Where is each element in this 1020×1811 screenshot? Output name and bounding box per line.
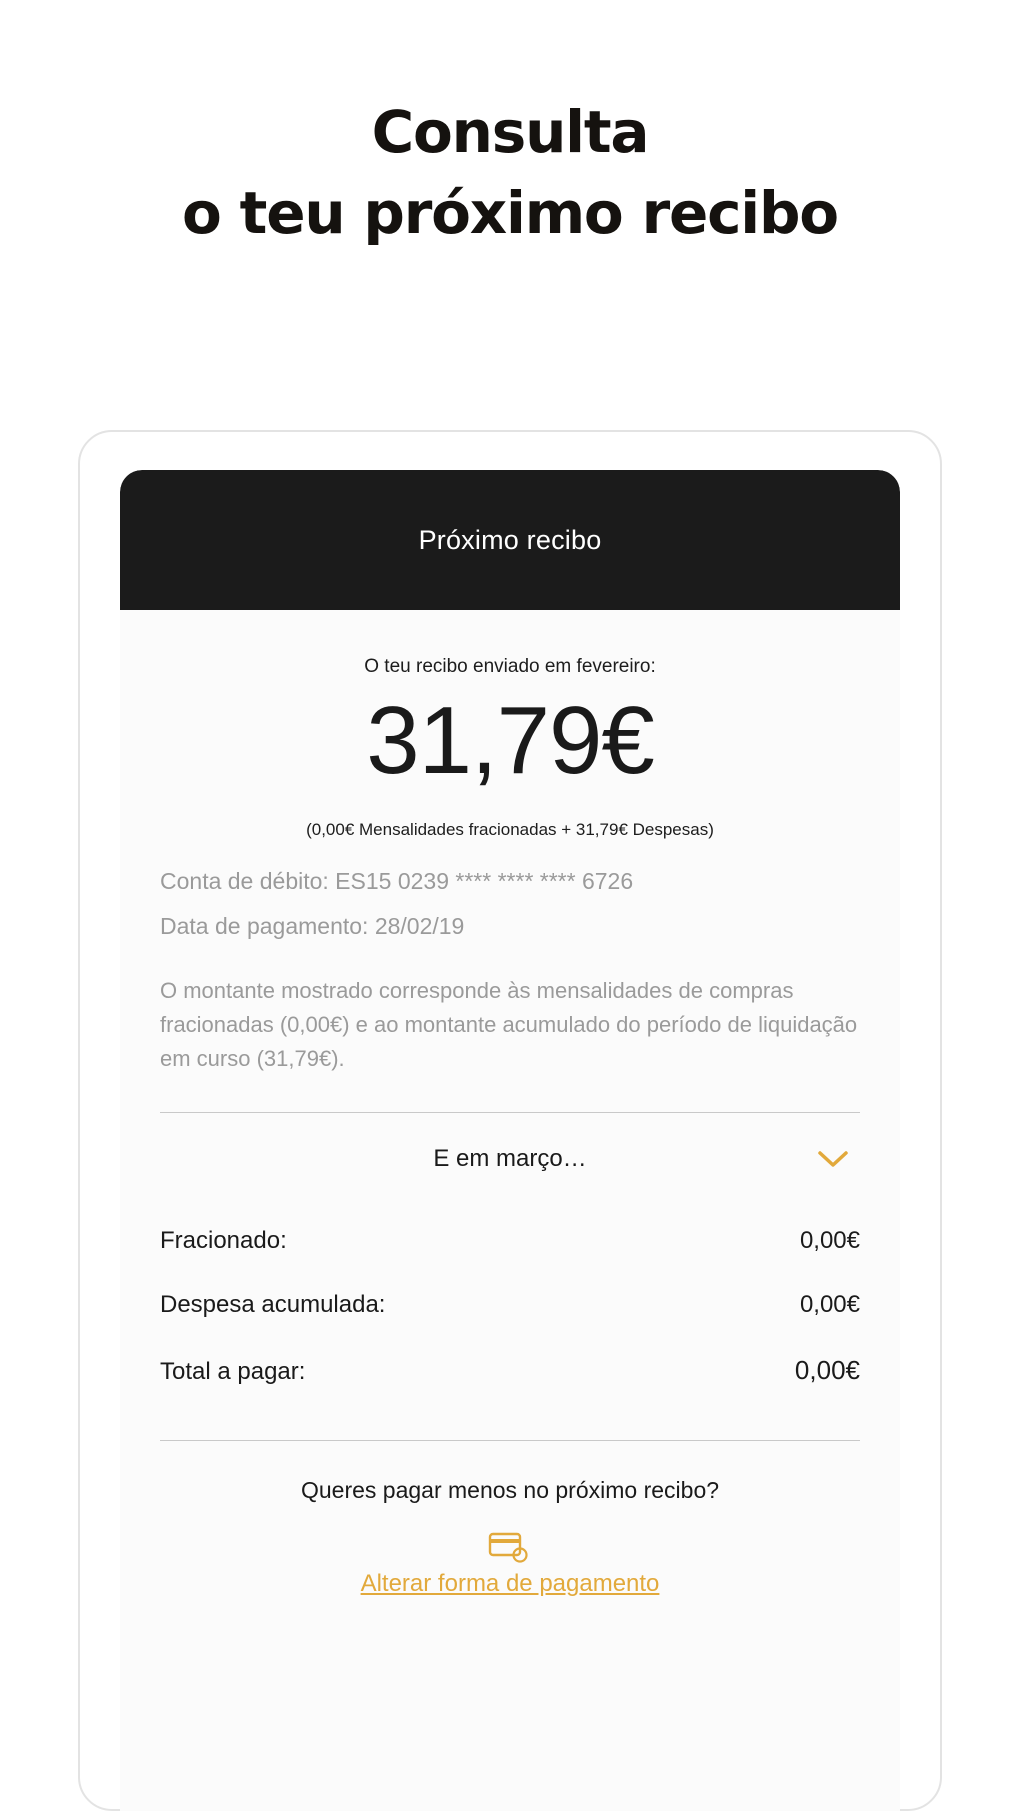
page-title-line-2: o teu próximo recibo: [182, 179, 838, 248]
table-row: [160, 1209, 860, 1273]
next-month-rows: [160, 1209, 860, 1404]
table-row: [160, 1273, 860, 1337]
app-bar: [120, 470, 900, 610]
row-value: 0,00€: [799, 1290, 860, 1318]
next-month-accordion[interactable]: [160, 1113, 860, 1205]
row-label: Fracionado:: [160, 1226, 287, 1254]
cta-question: Queres pagar menos no próximo recibo?: [300, 1476, 720, 1503]
page-title-line-1: Consulta: [371, 98, 649, 166]
page-title: [0, 92, 1020, 254]
app-bar-title: Próximo recibo: [418, 524, 602, 555]
row-label: Total a pagar:: [160, 1357, 306, 1385]
app-screen: [120, 470, 900, 1811]
receipt-amount: 31,79€: [366, 687, 654, 794]
receipt-note: O montante mostrado corresponde às mensalidades de compras fracionadas (0,00€) e ao montante acumulado do período de liquidação em curso (31,79€).: [160, 977, 858, 1071]
credit-card-icon: [160, 1530, 860, 1564]
table-row-total: [160, 1337, 860, 1404]
debit-account-line: Conta de débito: ES15 0239 **** **** **** 6726: [160, 867, 634, 894]
receipt-breakdown: (0,00€ Mensalidades fracionadas + 31,79€ Despesas): [306, 819, 714, 839]
change-payment-method-link[interactable]: Alterar forma de pagamento: [360, 1569, 660, 1597]
receipt-caption: O teu recibo enviado em fevereiro:: [364, 656, 656, 677]
payment-date-line: Data de pagamento: 28/02/19: [160, 912, 465, 939]
row-value: 0,00€: [799, 1226, 860, 1254]
chevron-down-icon[interactable]: [816, 1142, 850, 1176]
row-label: Despesa acumulada:: [160, 1290, 386, 1318]
receipt-card: [120, 656, 900, 1598]
next-month-accordion-label: E em março…: [433, 1144, 587, 1172]
row-value: 0,00€: [794, 1354, 860, 1385]
divider-bottom: [160, 1440, 860, 1441]
